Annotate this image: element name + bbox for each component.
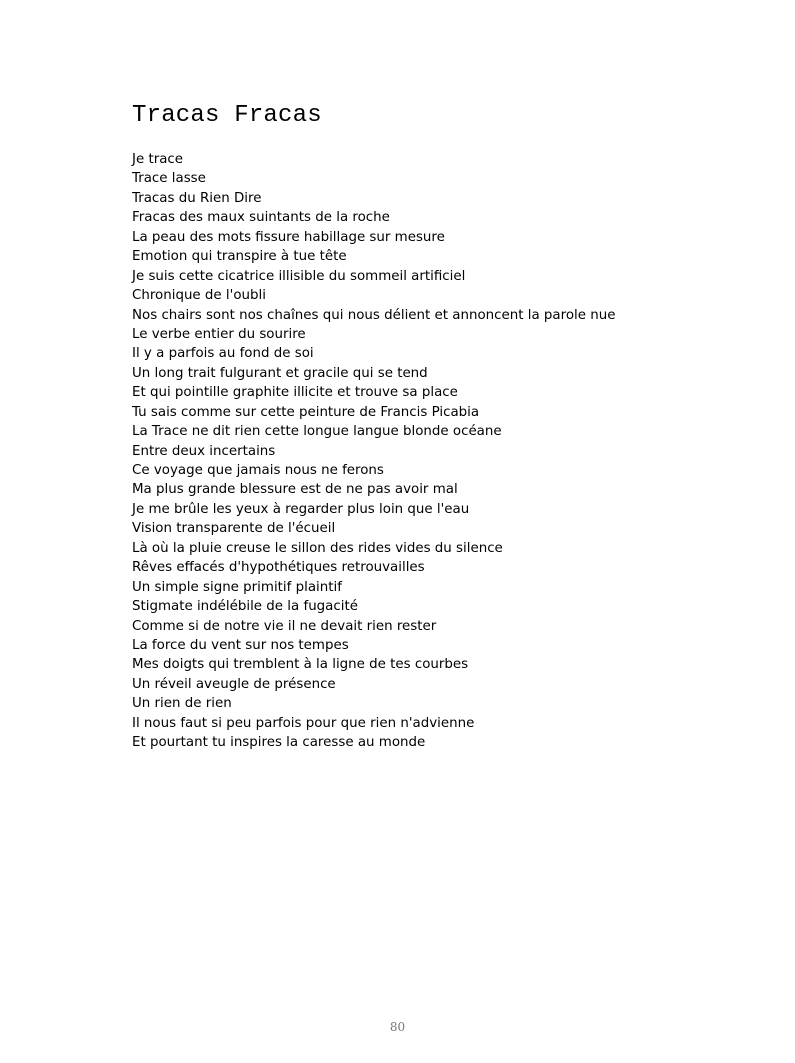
poem-line: Tracas du Rien Dire	[132, 190, 262, 206]
poem-line: Chronique de l'oubli	[132, 288, 266, 304]
poem-line: Et pourtant tu inspires la caresse au monde	[132, 735, 426, 751]
poem-line: Le verbe entier du sourire	[132, 326, 306, 342]
poem-line: Tu sais comme sur cette peinture de Francis Picabia	[132, 404, 480, 420]
poem-line: Entre deux incertains	[132, 443, 276, 459]
poem-line: Stigmate indélébile de la fugacité	[132, 599, 358, 615]
poem-line: Je me brûle les yeux à regarder plus loin que l'eau	[132, 501, 470, 517]
poem-line: Un long trait fulgurant et gracile qui se tend	[132, 365, 428, 381]
poem-line: Mes doigts qui tremblent à la ligne de tes courbes	[132, 657, 469, 673]
poem-title: Tracas Fracas	[132, 102, 322, 129]
poem-line: Il y a parfois au fond de soi	[132, 346, 314, 362]
poem-line: Fracas des maux suintants de la roche	[132, 210, 390, 226]
poem-line: Un simple signe primitif plaintif	[132, 579, 342, 595]
poem-line: La peau des mots fissure habillage sur mesure	[132, 229, 445, 245]
poem-line: Un rien de rien	[132, 696, 232, 712]
poem-line: Et qui pointille graphite illicite et trouve sa place	[132, 385, 458, 401]
poem-line: Il nous faut si peu parfois pour que rien n'advienne	[132, 715, 475, 731]
poem-line: La force du vent sur nos tempes	[132, 637, 349, 653]
poem-line: Ce voyage que jamais nous ne ferons	[132, 463, 384, 478]
poem-line: Comme si de notre vie il ne devait rien rester	[132, 618, 437, 634]
poem-line: Un réveil aveugle de présence	[132, 676, 336, 692]
poem-line: La Trace ne dit rien cette longue langue blonde océane	[132, 424, 502, 440]
poem-line: Vision transparente de l'écueil	[132, 521, 336, 537]
poem-line: Là où la pluie creuse le sillon des rides vides du silence	[132, 540, 503, 556]
poem-line: Nos chairs sont nos chaînes qui nous délient et annoncent la parole nue	[132, 307, 616, 323]
poem-line: Trace lasse	[132, 171, 206, 187]
poem-line: Je suis cette cicatrice illisible du sommeil artificiel	[132, 268, 466, 284]
page-number: 80	[389, 1020, 406, 1034]
poem-line: Je trace	[132, 152, 184, 167]
poem-line: Rêves effacés d'hypothétiques retrouvailles	[132, 560, 425, 576]
poem-line: Emotion qui transpire à tue tête	[132, 249, 347, 265]
poem-line: Ma plus grande blessure est de ne pas avoir mal	[132, 482, 458, 498]
poem-body	[132, 150, 752, 753]
